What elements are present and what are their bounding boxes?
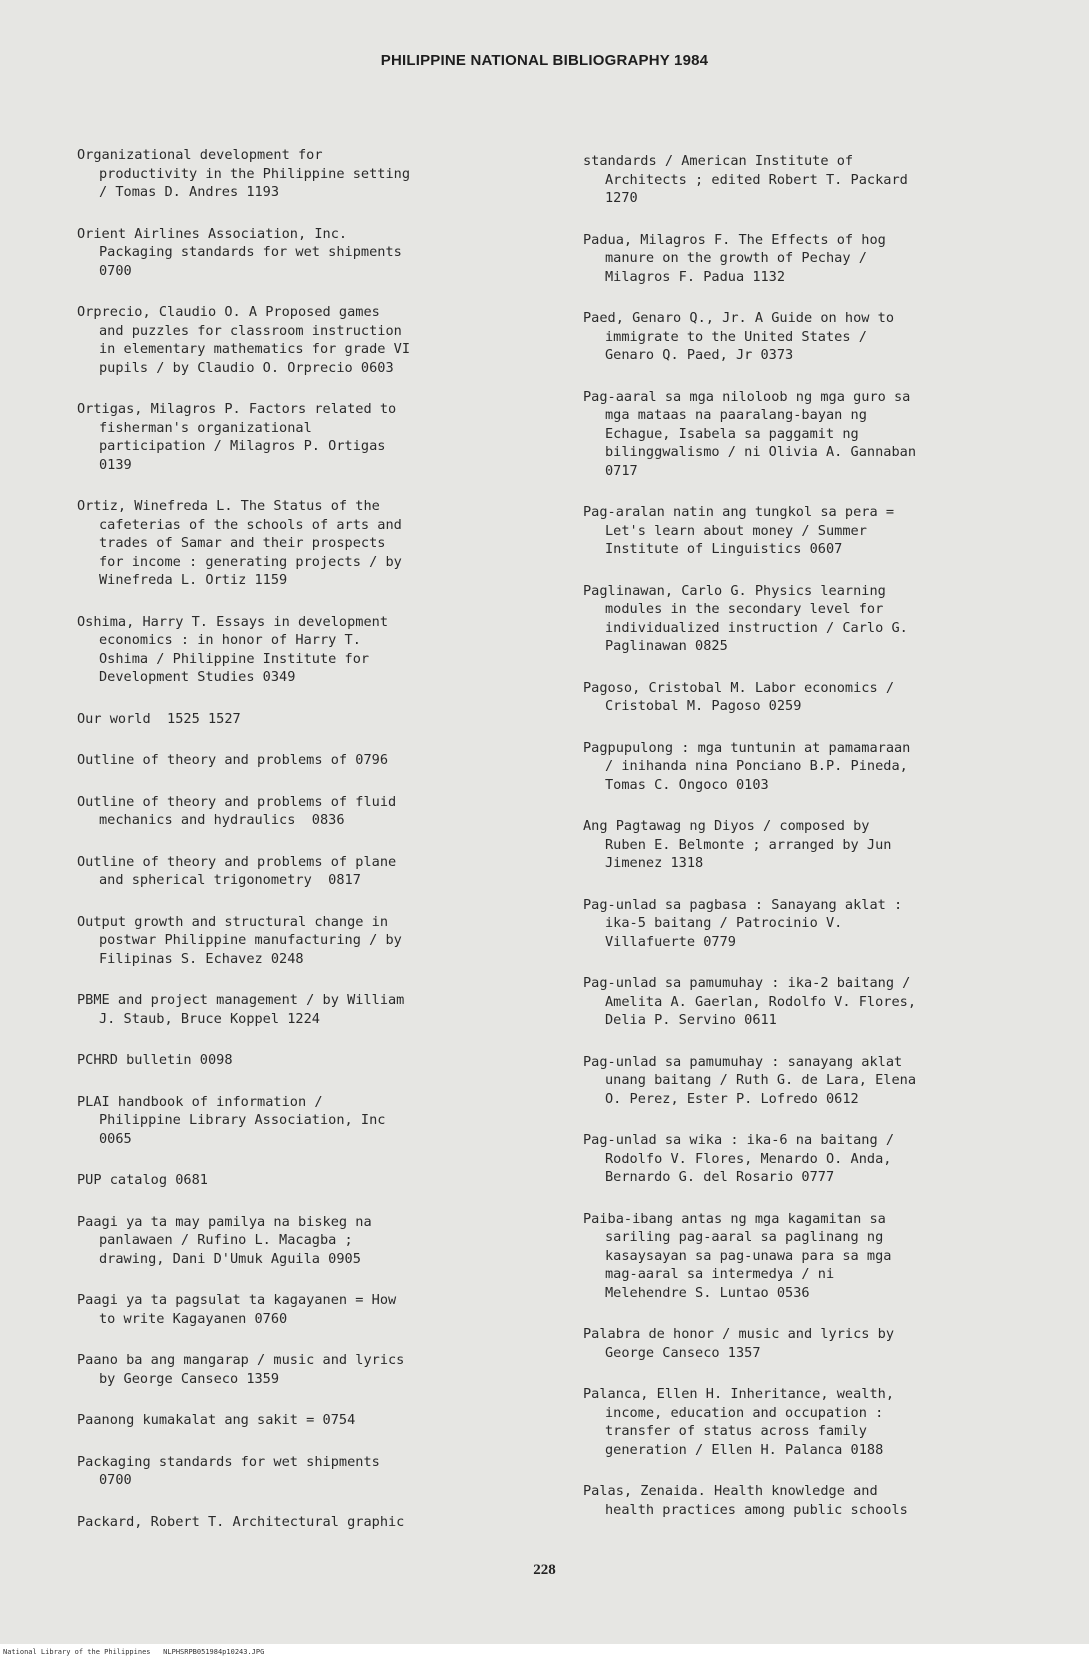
entry-line: PBME and project management / by William	[77, 992, 405, 1008]
entry-line: Villafuerte 0779	[605, 933, 736, 950]
entry-line: O. Perez, Ester P. Lofredo 0612	[605, 1090, 859, 1107]
entry-line: Packaging standards for wet shipments	[99, 244, 402, 260]
entry-line: Institute of Linguistics 0607	[605, 541, 843, 557]
entry-line: Pag-unlad sa wika : ika-6 na baitang /	[583, 1132, 894, 1148]
entry-line: Genaro Q. Paed, Jr 0373	[605, 347, 794, 363]
entry-line: Ruben E. Belmonte ; arranged by Jun	[605, 836, 892, 853]
entry-line: transfer of status across family	[605, 1423, 867, 1439]
bibliography-entry	[583, 152, 1061, 208]
entry-line: Paed, Genaro Q., Jr. A Guide on how to	[583, 310, 894, 326]
bibliography-entry	[583, 1325, 1061, 1362]
bibliography-entry	[583, 974, 1061, 1030]
bibliography-entry	[77, 991, 547, 1028]
entry-line: and puzzles for classroom instruction	[99, 322, 402, 339]
entry-line: Let's learn about money / Summer	[605, 522, 867, 539]
bibliography-entry	[77, 1051, 547, 1070]
entry-line: Palanca, Ellen H. Inheritance, wealth,	[583, 1386, 894, 1402]
entry-line: Echague, Isabela sa paggamit ng	[605, 425, 859, 442]
entry-line: Pag-unlad sa pagbasa : Sanayang aklat :	[583, 896, 903, 913]
entry-line: Our world 1525 1527	[77, 710, 241, 727]
bibliography-entry	[77, 400, 547, 474]
footer-caption	[3, 1648, 264, 1656]
entry-line: 0139	[99, 456, 132, 473]
entry-line: mag-aaral sa intermedya / ni	[605, 1266, 835, 1282]
entry-line: Rodolfo V. Flores, Menardo O. Anda,	[605, 1150, 892, 1167]
footer-file: NLPHSRPB051984p10243.JPG	[163, 1648, 265, 1656]
entry-line: Delia P. Servino 0611	[605, 1012, 777, 1028]
bibliography-entry	[77, 1351, 547, 1388]
bibliography-entry	[583, 309, 1061, 365]
entry-line: 1270	[605, 190, 638, 206]
entry-line: PLAI handbook of information /	[77, 1093, 323, 1110]
entry-line: Packard, Robert T. Architectural graphic	[77, 1513, 405, 1530]
entry-line: cafeterias of the schools of arts and	[99, 516, 402, 533]
entry-line: Orprecio, Claudio O. A Proposed games	[77, 304, 380, 320]
bibliography-entry	[583, 503, 1061, 559]
entry-line: 0717	[605, 462, 638, 479]
entry-line: Oshima / Philippine Institute for	[99, 650, 370, 667]
entry-line: Orient Airlines Association, Inc.	[77, 225, 348, 242]
entry-line: and spherical trigonometry 0817	[99, 872, 361, 888]
entry-line: productivity in the Philippine setting	[99, 165, 410, 182]
entry-line: bilinggwalismo / ni Olivia A. Gannaban	[605, 444, 916, 460]
bibliography-entry	[77, 913, 547, 969]
bibliography-entry	[583, 582, 1061, 656]
bibliography-entry	[583, 231, 1061, 287]
entry-line: standards / American Institute of	[583, 153, 854, 169]
entry-line: for income : generating projects / by	[99, 553, 402, 570]
bibliography-entry	[77, 1513, 547, 1532]
entry-line: by George Canseco 1359	[99, 1370, 280, 1387]
bibliography-entry	[77, 303, 547, 377]
entry-line: Filipinas S. Echavez 0248	[99, 950, 304, 967]
entry-line: individualized instruction / Carlo G.	[605, 619, 908, 636]
entry-line: Pag-aaral sa mga niloloob ng mga guro sa	[583, 388, 911, 405]
entry-line: Melehendre S. Luntao 0536	[605, 1284, 810, 1301]
bibliography-entry	[583, 388, 1061, 481]
entry-line: 0700	[99, 1472, 132, 1488]
entry-line: Pagoso, Cristobal M. Labor economics /	[583, 679, 894, 696]
entry-line: mechanics and hydraulics 0836	[99, 812, 345, 828]
entry-line: sariling pag-aaral sa paglinang ng	[605, 1229, 884, 1245]
entry-line: modules in the secondary level for	[605, 601, 884, 617]
entry-line: pupils / by Claudio O. Orprecio 0603	[99, 359, 394, 376]
entry-line: generation / Ellen H. Palanca 0188	[605, 1441, 884, 1458]
bibliography-entry	[77, 1093, 547, 1149]
entry-line: Ang Pagtawag ng Diyos / composed by	[583, 818, 870, 834]
bibliography-entry	[583, 817, 1061, 873]
entry-line: Amelita A. Gaerlan, Rodolfo V. Flores,	[605, 993, 916, 1010]
entry-line: Development Studies 0349	[99, 669, 296, 685]
bibliography-entry	[77, 793, 547, 830]
bibliography-entry	[77, 613, 547, 687]
bibliography-entry	[77, 1213, 547, 1269]
entry-line: Palas, Zenaida. Health knowledge and	[583, 1483, 878, 1499]
bibliography-entry	[77, 710, 547, 729]
entry-line: Paagi ya ta pagsulat ta kagayanen = How	[77, 1292, 397, 1308]
entry-line: Pag-unlad sa pamumuhay : sanayang aklat	[583, 1053, 903, 1070]
bibliography-entry	[583, 896, 1061, 952]
bibliography-entry	[583, 1385, 1061, 1459]
entry-line: Palabra de honor / music and lyrics by	[583, 1326, 894, 1342]
entry-line: Tomas C. Ongoco 0103	[605, 776, 769, 793]
entry-line: postwar Philippine manufacturing / by	[99, 932, 402, 948]
entry-line: to write Kagayanen 0760	[99, 1310, 288, 1327]
entry-line: Paglinawan, Carlo G. Physics learning	[583, 582, 886, 599]
bibliography-entry	[77, 1171, 547, 1190]
entry-line: Paglinawan 0825	[605, 638, 728, 654]
entry-line: Outline of theory and problems of 0796	[77, 752, 388, 768]
left-column	[77, 146, 547, 1554]
entry-line: fisherman's organizational	[99, 419, 312, 436]
entry-line: participation / Milagros P. Ortigas	[99, 438, 386, 454]
bibliography-entry	[77, 1291, 547, 1328]
bibliography-entry	[77, 146, 547, 202]
entry-line: manure on the growth of Pechay /	[605, 250, 867, 266]
entry-line: Cristobal M. Pagoso 0259	[605, 698, 802, 714]
bibliography-entry	[77, 497, 547, 590]
entry-line: Bernardo G. del Rosario 0777	[605, 1169, 835, 1185]
entry-line: Jimenez 1318	[605, 855, 704, 871]
bibliography-entry	[77, 853, 547, 890]
entry-line: Paanong kumakalat ang sakit = 0754	[77, 1412, 356, 1428]
entry-line: kasaysayan sa pag-unawa para sa mga	[605, 1247, 892, 1264]
right-column	[583, 152, 1061, 1542]
entry-line: Winefreda L. Ortiz 1159	[99, 572, 288, 588]
entry-line: Oshima, Harry T. Essays in development	[77, 613, 388, 630]
entry-line: mga mataas na paaralang-bayan ng	[605, 407, 867, 423]
entry-line: 0065	[99, 1130, 132, 1147]
entry-line: Pagpupulong : mga tuntunin at pamamaraan	[583, 739, 911, 756]
entry-line: economics : in honor of Harry T.	[99, 632, 361, 648]
bibliography-entry	[77, 225, 547, 281]
entry-line: panlawaen / Rufino L. Macagba ;	[99, 1232, 353, 1248]
entry-line: unang baitang / Ruth G. de Lara, Elena	[605, 1072, 916, 1088]
bibliography-entry	[77, 1453, 547, 1490]
bibliography-entry	[583, 1053, 1061, 1109]
entry-line: J. Staub, Bruce Koppel 1224	[99, 1010, 320, 1027]
entry-line: Ortiz, Winefreda L. The Status of the	[77, 498, 380, 514]
footer-library: National Library of the Philippines	[3, 1648, 151, 1656]
entry-line: / Tomas D. Andres 1193	[99, 184, 280, 200]
entry-line: Paano ba ang mangarap / music and lyrics	[77, 1352, 405, 1368]
entry-line: ika-5 baitang / Patrocinio V.	[605, 915, 843, 931]
entry-line: Output growth and structural change in	[77, 913, 388, 930]
entry-line: Philippine Library Association, Inc	[99, 1112, 386, 1128]
bibliography-entry	[77, 1411, 547, 1430]
entry-line: Organizational development for	[77, 147, 323, 163]
entry-line: Architects ; edited Robert T. Packard	[605, 171, 908, 188]
entry-line: Outline of theory and problems of plane	[77, 853, 397, 870]
entry-line: health practices among public schools	[605, 1501, 908, 1518]
entry-line: Milagros F. Padua 1132	[605, 268, 786, 285]
page-title: PHILIPPINE NATIONAL BIBLIOGRAPHY 1984	[380, 52, 709, 69]
entry-line: / inihanda nina Ponciano B.P. Pineda,	[605, 758, 908, 774]
entry-line: George Canseco 1357	[605, 1344, 761, 1361]
entry-line: income, education and occupation :	[605, 1404, 884, 1421]
entry-line: Packaging standards for wet shipments	[77, 1453, 380, 1470]
entry-line: trades of Samar and their prospects	[99, 535, 386, 551]
entry-line: Ortigas, Milagros P. Factors related to	[77, 401, 397, 417]
footer-bar	[0, 1644, 1089, 1658]
bibliography-entry	[583, 739, 1061, 795]
entry-line: drawing, Dani D'Umuk Aguila 0905	[99, 1250, 361, 1267]
entry-line: Pag-unlad sa pamumuhay : ika-2 baitang /	[583, 975, 911, 991]
bibliography-entry	[583, 679, 1061, 716]
page-number: 228	[533, 1562, 556, 1578]
entry-line: in elementary mathematics for grade VI	[99, 341, 410, 357]
bibliography-entry	[583, 1131, 1061, 1187]
entry-line: Padua, Milagros F. The Effects of hog	[583, 231, 886, 248]
entry-line: Outline of theory and problems of fluid	[77, 793, 397, 810]
entry-line: PCHRD bulletin 0098	[77, 1052, 233, 1068]
entry-line: immigrate to the United States /	[605, 328, 867, 345]
entry-line: Pag-aralan natin ang tungkol sa pera =	[583, 504, 894, 520]
bibliography-entry	[77, 751, 547, 770]
bibliography-entry	[583, 1210, 1061, 1303]
entry-line: PUP catalog 0681	[77, 1172, 208, 1188]
bibliography-entry	[583, 1482, 1061, 1519]
entry-line: Paiba-ibang antas ng mga kagamitan sa	[583, 1210, 886, 1227]
entry-line: Paagi ya ta may pamilya na biskeg na	[77, 1213, 372, 1230]
entry-line: 0700	[99, 262, 132, 279]
